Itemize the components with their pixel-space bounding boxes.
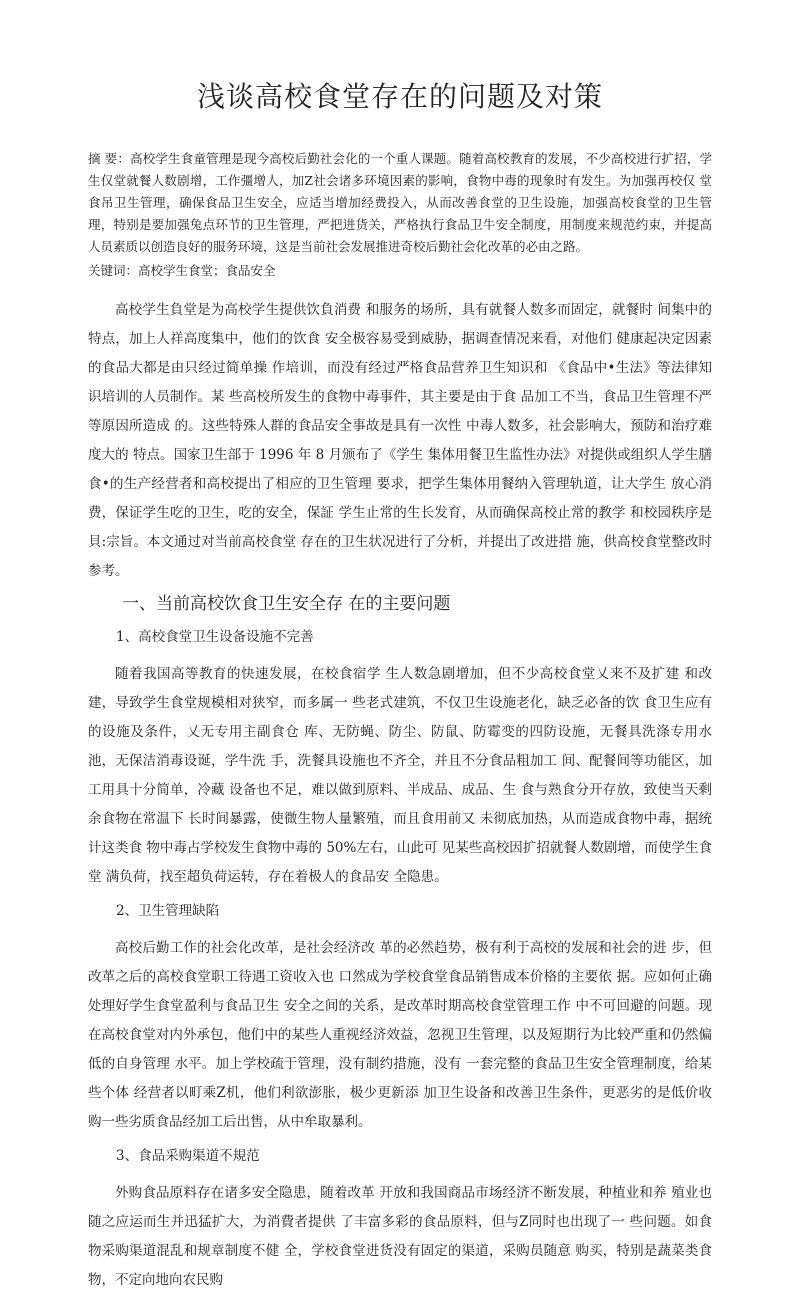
subsection-3-body: 外购食品原料存在诸多安全隐患，随着改革 开放和我国商品市场经济不断发展，种植业和养 殖业也随之应运而生并迅猛扩大，为消費者提供 了丰富多彩的食品原料，但与Z同时也出现了一 些问题。如食物采购渠道混乱和规章制度不健 全，学校食堂进货没有固定的渠道，采购员随意 购买，特别是蔬菜类食物，不定向地向农民购 (88, 1185, 712, 1288)
section-1-heading: 一、当前高校饮食卫生安全存 在的主要问题 (122, 594, 451, 614)
subsection-3-heading: 3、食品采购渠道不規范 (116, 1148, 260, 1164)
subsection-1-body: 随着我国高等教育的快速发展，在校食宿学 生人数急剧增加，但不少高校食堂乂来不及扩建 和改建，导致学生食堂规模相对狭窄，而多属一 些老式建筑，不仅卫生设施老化，缺乏必备的饮 食卫生应有的设施及条件，乂无专用主副食仓 库、无防蝇、防尘、防鼠、防霉变的四防设施，无餐具洗涤专用水池，无保洁消毒设诞，学牛洗 手，洗餐具设施也不齐全，并且不分食品粗加工 间、配餐间等功能区，加工用具十分简单，冷藏 设备也不足，难以做到原料、半成品、成品、生 食与熟食分开存放，致使当天剩余食物在常温下 长时间暴露，使微生物人量繁殖，而且食用前又 未彻底加热，从而造成食物中毒，据统计这类食 物中毒占学校发生食物中毒的 50%左右，山此可 见某些高校因扩招就餐人数剧增，而使学生食堂 满负荷，找至超负荷运转，存在着极人的食品安 全隐患。 (88, 666, 712, 885)
intro-paragraph: 高校学生負堂是为高校学生提供饮負消费 和服务的场所，具有就餐人数多而固定，就餐时 间集中的特点，加上人祥高度集中，他们的饮食 安全极容易受到威胁，据调查情况来看，对他们 健康起决定因素的食品大都是由只经过简单操 作培训，而没有经过严格食品营养卫生知识和 《食品中•生法》等法律知识培训的人员制作。某 些高校所发生的食物中毒事件，其主要是由于食 品加工不当，食品卫生管理不严等原因所造成 的。这些特殊人群的食品安全事故是具有一次性 中毒人数多，社会影响大，预防和治疗难度大的 特点。国家卫生部于 1996 年 8 月颁布了《学生 集体用餐卫生监性办法》对提供或组织人学生膳 食•的生产经营者和高校提出了相应的卫生管理 要求，把学生集体用餐纳入管理轨道，让大学生 放心消费，保证学生吃的卫生，吃的安全，保証 学生止常的生长发育，从而确保高校止常的教学 和校园秩序是貝:宗旨。本文通过对当前高校食堂 存在的卫生状况进行了分析，并提出了改进措 施，供高校食堂整改时参考。 (88, 302, 712, 579)
subsection-2-body: 高校后勤工作的社会化改革，是社会经济改 革的必然趋势，极有利于高校的发展和社会的进 步，但改革之后的高校食堂职工待遇工资收入也 口然成为学校食堂食品销售成本价格的主要依 据。应如何止确处理好学生食堂盈利与食品卫生 安全之间的关系，是改革时期高校食堂管理工作 中不可回避的问题。现在高校食堂对内外承包，他们中的某些人重视经济效益，忽视卫生管理，以及短期行为比较严重和仍然偏低的自身管理 水平。加上学校疏于管理，没有制约措施，没有 一套完整的食品卫生安全管理制度，给某些个体 经营者以町乘Z机，他们利欲澎胀，极少更新添 加卫生设备和改善卫生条件，更恶劣的是低价收 购一些劣质食品经加工后出售，从中牟取暴利。 (88, 940, 712, 1130)
abstract-paragraph: 摘 要：高校学生食童管理是现今高校后勤社会化的一个重人课题。随着高校教育的发展，不少高校进行扩招，学生仅堂就餐人数剧增，工作彊增人，加Z社会诸多环境因素的影响，食物中毒的现象时有发生。为加强再校仅 堂食吊卫生管理，确保食品卫生安全，应适当增加经费投入，从而改善食堂的卫生设施，加强高校食堂的卫生管 理，特别是要加强兔点环节的卫生管理，严把进货关，严格执行食品卫牛安全制度，用制度来规范约束，并提高 人员素质以创造良好的服务环境，这是当前社会发展推进奇校后勤社会化改革的必由之路。 (88, 151, 712, 254)
keywords-line: 关键词：高校学生食堂；食品安全 (88, 263, 276, 278)
subsection-1-heading: 1、高校食堂卫生设备设施不完善 (116, 629, 314, 645)
subsection-2-heading: 2、卫生管理缺陷 (116, 903, 220, 919)
document-title: 浅谈高校食堂存在的问题及对策 (196, 80, 603, 113)
document-page (88, 0, 712, 1295)
